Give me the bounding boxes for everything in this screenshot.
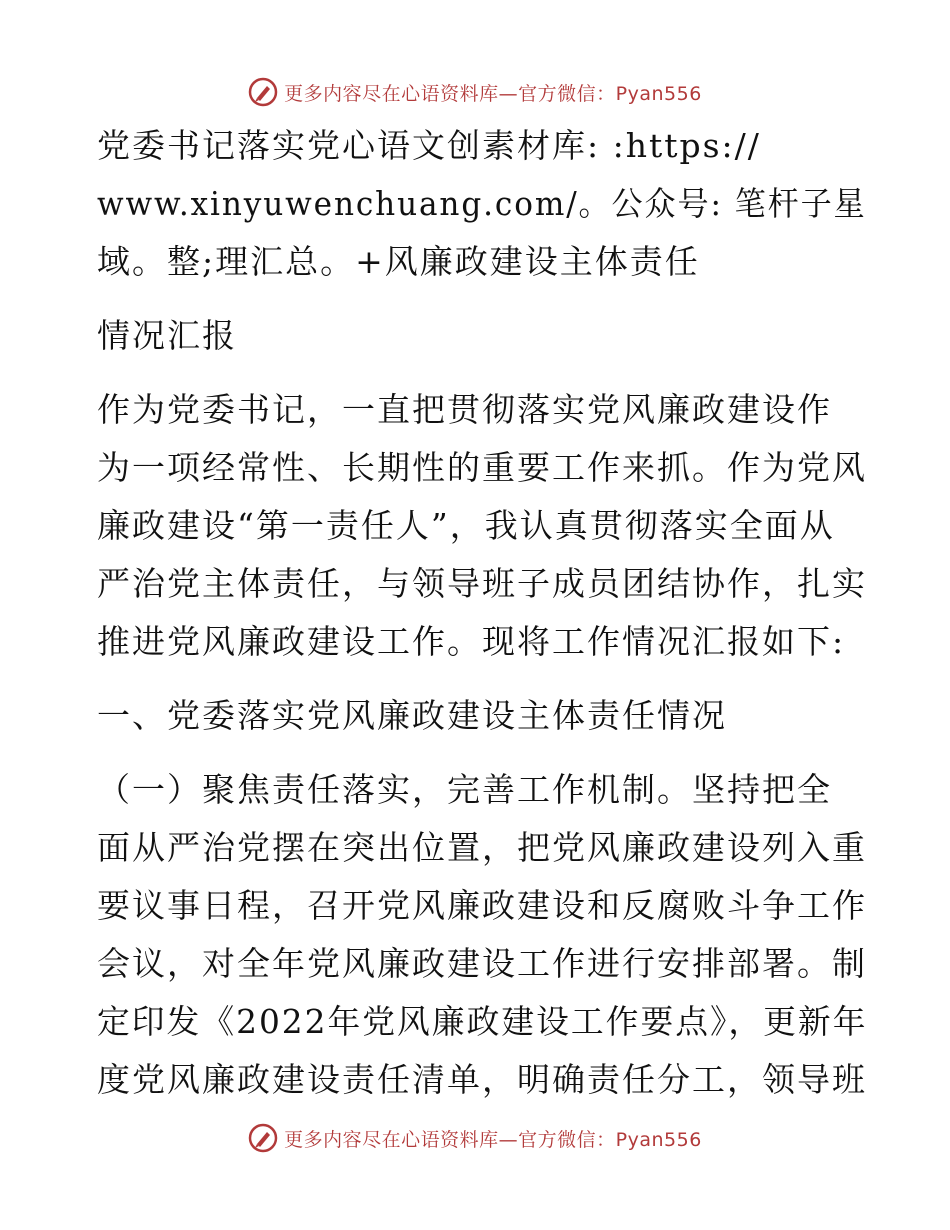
text-line: 度党风廉政建设责任清单，明确责任分工，领导班 xyxy=(97,1060,867,1099)
watermark-text: 更多内容尽在心语资料库—官方微信：Pyan556 xyxy=(284,1128,702,1151)
text-line: 为一项经常性、长期性的重要工作来抓。作为党风 xyxy=(97,448,867,487)
pen-logo-icon xyxy=(248,77,278,107)
text-line: 情况汇报 xyxy=(97,316,237,355)
text-line: 域。整;理汇总。+风廉政建设主体责任 xyxy=(97,242,700,281)
footer-watermark-banner xyxy=(0,1118,950,1158)
text-line: （一）聚焦责任落实，完善工作机制。坚持把全 xyxy=(97,770,832,809)
text-line: www.xinyuwenchuang.com/。公众号: 笔杆子星 xyxy=(97,184,867,223)
text-line: 廉政建设“第一责任人”，我认真贯彻落实全面从 xyxy=(97,506,835,545)
text-line: 定印发《2022年党风廉政建设工作要点》，更新年 xyxy=(97,1002,868,1041)
text-line: 党委书记落实党心语文创素材库: :https:// xyxy=(97,126,761,165)
text-line: 面从严治党摆在突出位置，把党风廉政建设列入重 xyxy=(97,828,867,867)
section-heading: 一、党委落实党风廉政建设主体责任情况 xyxy=(97,696,727,735)
text-line: 推进党风廉政建设工作。现将工作情况汇报如下: xyxy=(97,622,846,661)
header-watermark-banner xyxy=(0,72,950,112)
text-line: 作为党委书记，一直把贯彻落实党风廉政建设作 xyxy=(97,390,832,429)
text-line: 严治党主体责任，与领导班子成员团结协作，扎实 xyxy=(97,564,867,603)
watermark-text: 更多内容尽在心语资料库—官方微信：Pyan556 xyxy=(284,82,702,105)
text-line: 要议事日程，召开党风廉政建设和反腐败斗争工作 xyxy=(97,886,867,925)
pen-logo-icon xyxy=(248,1123,278,1153)
text-line: 会议，对全年党风廉政建设工作进行安排部署。制 xyxy=(97,944,867,983)
